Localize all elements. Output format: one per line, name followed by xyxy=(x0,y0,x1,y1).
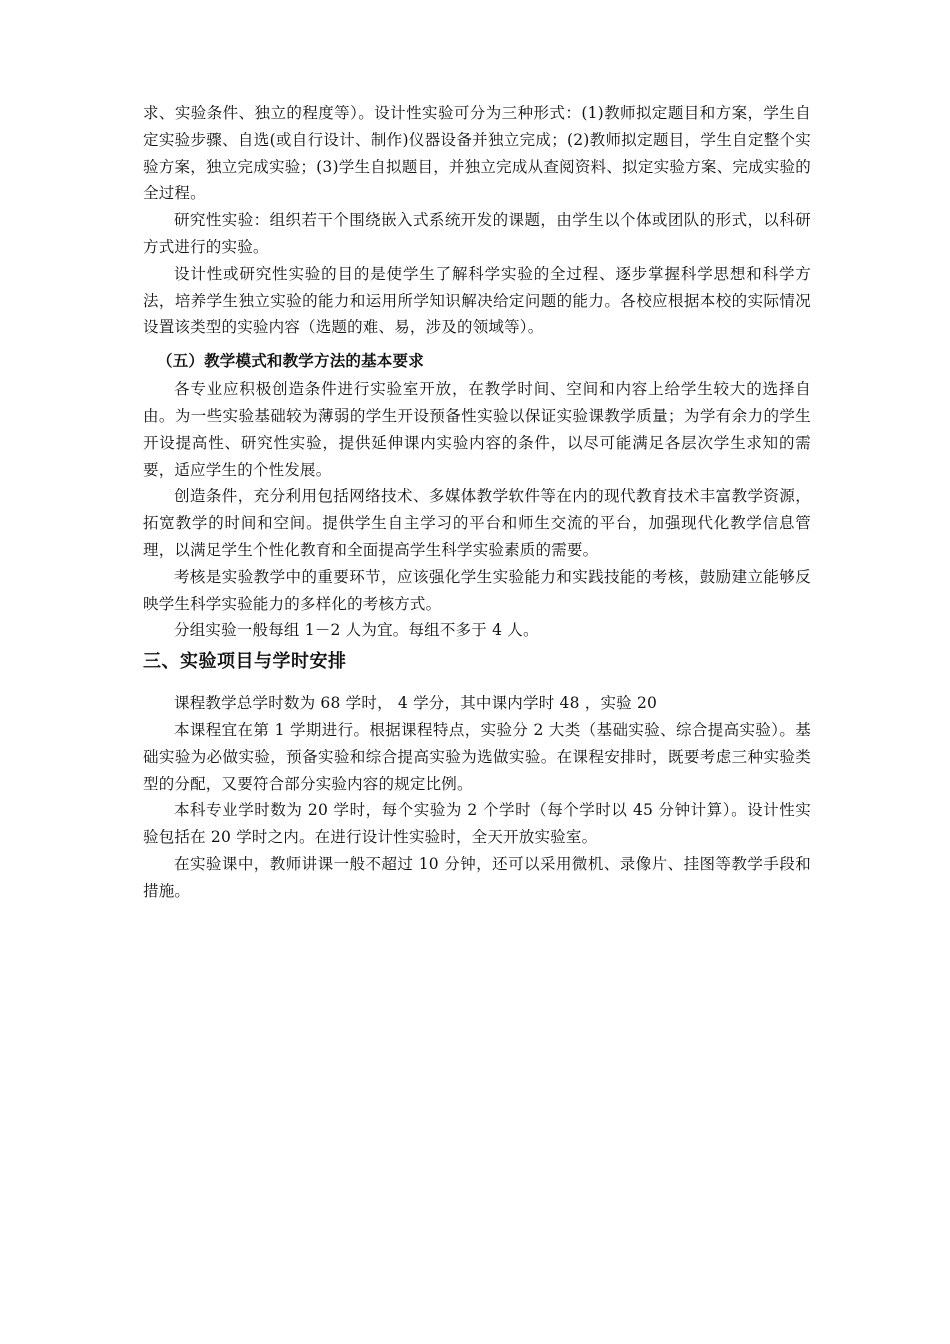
paragraph-lecture-time: 在实验课中，教师讲课一般不超过 10 分钟，还可以采用微机、录像片、挂图等教学手段和措施。 xyxy=(143,854,811,900)
paragraph-assessment: 考核是实验教学中的重要环节，应该强化学生实验能力和实践技能的考核，鼓励建立能够反映学生科学实验能力的多样化的考核方式。 xyxy=(143,567,811,613)
paragraph-group-size: 分组实验一般每组 1－2 人为宜。每组不多于 4 人。 xyxy=(174,621,539,640)
section-heading-experiment-schedule: 三、实验项目与学时安排 xyxy=(143,651,347,673)
paragraph-design-experiment-forms: 求、实验条件、独立的程度等）。设计性实验可分为三种形式：(1)教师拟定题目和方案，学生自定实验步骤、自选(或自行设计、制作)仪器设备并独立完成；(2)教师拟定题目，学生自定整个实验方案，独立完成实验；(3)学生自拟题目，并独立完成从查阅资料、拟定实验方案、完成实验的全过程。 xyxy=(143,104,811,203)
document-body xyxy=(143,100,811,905)
subheading-teaching-mode: （五）教学模式和教学方法的基本要求 xyxy=(157,352,424,371)
paragraph-modern-technology: 创造条件，充分利用包括网络技术、多媒体教学软件等在内的现代教育技术丰富教学资源，拓宽教学的时间和空间。提供学生自主学习的平台和师生交流的平台，加强现代化教学信息管理，以满足学生个性化教育和全面提高学生科学实验素质的需要。 xyxy=(143,487,811,559)
paragraph-lab-opening: 各专业应积极创造条件进行实验室开放，在教学时间、空间和内容上给学生较大的选择自由。为一些实验基础较为薄弱的学生开设预备性实验以保证实验课教学质量；为学有余力的学生开设提高性、研究性实验，提供延伸课内实验内容的条件，以尽可能满足各层次学生求知的需要，适应学生的个性发展。 xyxy=(143,380,811,479)
paragraph-course-semester: 本课程宜在第 1 学期进行。根据课程特点，实验分 2 大类（基础实验、综合提高实验）。基础实验为必做实验，预备实验和综合提高实验为选做实验。在课程安排时，既要考虑三种实验类型的分配，又要符合部分实验内容的规定比例。 xyxy=(143,720,811,793)
paragraph-undergraduate-hours: 本科专业学时数为 20 学时，每个实验为 2 个学时（每个学时以 45 分钟计算）。设计性实验包括在 20 学时之内。在进行设计性实验时，全天开放实验室。 xyxy=(143,801,811,847)
paragraph-total-hours: 课程教学总学时数为 68 学时， 4 学分，其中课内学时 48 ，实验 20 xyxy=(174,694,658,713)
paragraph-research-experiment: 研究性实验：组织若干个围绕嵌入式系统开发的课题，由学生以个体或团队的形式，以科研方式进行的实验。 xyxy=(143,211,811,256)
paragraph-experiment-purpose: 设计性或研究性实验的目的是使学生了解科学实验的全过程、逐步掌握科学思想和科学方法，培养学生独立实验的能力和运用所学知识解决给定问题的能力。各校应根据本校的实际情况设置该类型的实验内容（选题的难、易，涉及的领域等）。 xyxy=(143,264,811,337)
